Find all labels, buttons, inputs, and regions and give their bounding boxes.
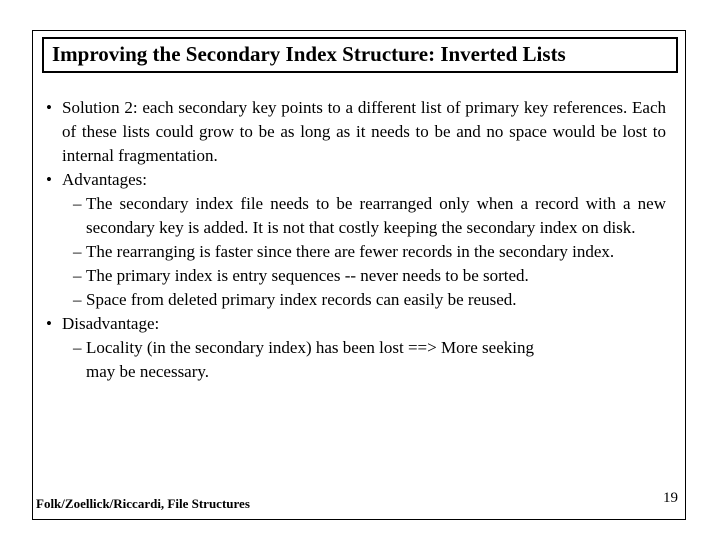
bullet-marker: • bbox=[46, 314, 52, 333]
title-box bbox=[42, 37, 678, 73]
dash-marker: – bbox=[73, 242, 82, 261]
sub-item bbox=[46, 264, 666, 288]
footer-citation: Folk/Zoellick/Riccardi, File Structures bbox=[36, 496, 250, 511]
bullet-text: Solution 2: each secondary key points to a different list of primary key references. Each of these lists could grow to be as long as it needs to be and no space would be lost to internal fragmentation. bbox=[62, 98, 666, 165]
slide-content bbox=[46, 96, 666, 384]
bullet-text: Disadvantage: bbox=[62, 314, 160, 333]
bullet-marker: • bbox=[46, 98, 52, 117]
dash-marker: – bbox=[73, 290, 82, 309]
sub-item bbox=[46, 240, 666, 264]
sub-item-text: The rearranging is faster since there are fewer records in the secondary index. bbox=[86, 242, 615, 261]
dash-marker: – bbox=[73, 194, 82, 213]
bullet-solution bbox=[46, 96, 666, 168]
dash-marker: – bbox=[73, 266, 82, 285]
sub-item bbox=[46, 336, 566, 384]
dash-marker: – bbox=[73, 338, 82, 357]
bullet-disadvantage bbox=[46, 312, 666, 336]
bullet-marker: • bbox=[46, 170, 52, 189]
sub-item bbox=[46, 288, 666, 312]
slide-title: Improving the Secondary Index Structure: Inverted Lists bbox=[52, 42, 566, 66]
bullet-text: Advantages: bbox=[62, 170, 147, 189]
sub-item-text: The primary index is entry sequences -- never needs to be sorted. bbox=[86, 266, 529, 285]
sub-item-text: The secondary index file needs to be rearranged only when a record with a new secondary key is added. It is not that costly keeping the secondary index on disk. bbox=[86, 194, 666, 237]
sub-item-text: Locality (in the secondary index) has been lost ==> More seeking may be necessary. bbox=[86, 338, 534, 381]
sub-item-text: Space from deleted primary index records can easily be reused. bbox=[86, 290, 517, 309]
page-number: 19 bbox=[663, 490, 678, 506]
bullet-advantages bbox=[46, 168, 666, 192]
sub-item bbox=[46, 192, 666, 240]
